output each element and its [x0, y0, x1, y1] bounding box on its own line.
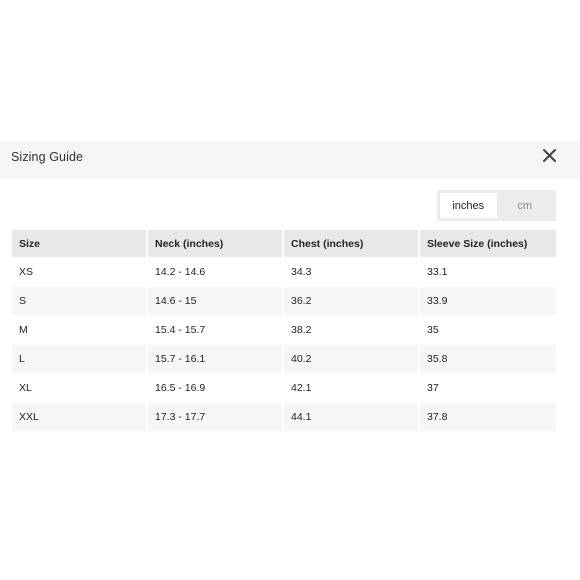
neck-cell: 15.4 - 15.7: [148, 315, 284, 344]
sleeve-cell: 37.8: [420, 402, 556, 431]
size-cell: XS: [12, 257, 148, 286]
sleeve-cell: 33.1: [420, 257, 556, 286]
table-header-row: [12, 230, 556, 257]
chest-cell: 40.2: [284, 344, 420, 373]
header-sleeve: Sleeve Size (inches): [420, 230, 556, 257]
sleeve-cell: 33.9: [420, 286, 556, 315]
table-row: [12, 402, 556, 431]
close-button[interactable]: [539, 146, 561, 168]
header-size: Size: [12, 230, 148, 257]
sleeve-cell: 35.8: [420, 344, 556, 373]
chest-cell: 36.2: [284, 286, 420, 315]
chest-cell: 38.2: [284, 315, 420, 344]
chest-cell: 42.1: [284, 373, 420, 402]
neck-cell: 15.7 - 16.1: [148, 344, 284, 373]
close-icon: [539, 146, 561, 168]
sleeve-cell: 35: [420, 315, 556, 344]
neck-cell: 17.3 - 17.7: [148, 402, 284, 431]
neck-cell: 16.5 - 16.9: [148, 373, 284, 402]
size-cell: M: [12, 315, 148, 344]
size-cell: S: [12, 286, 148, 315]
unit-option-cm[interactable]: cm: [517, 199, 533, 212]
sleeve-cell: 37: [420, 373, 556, 402]
chest-cell: 34.3: [284, 257, 420, 286]
chest-cell: 44.1: [284, 402, 420, 431]
table-row: [12, 257, 556, 286]
size-cell: L: [12, 344, 148, 373]
unit-option-inches[interactable]: inches: [440, 193, 497, 218]
unit-toggle: [437, 190, 556, 221]
neck-cell: 14.6 - 15: [148, 286, 284, 315]
table-row: [12, 373, 556, 402]
neck-cell: 14.2 - 14.6: [148, 257, 284, 286]
header-neck: Neck (inches): [148, 230, 284, 257]
table-row: [12, 315, 556, 344]
sizing-guide-dialog: [0, 141, 580, 441]
size-cell: XXL: [12, 402, 148, 431]
size-cell: XL: [12, 373, 148, 402]
table-row: [12, 286, 556, 315]
dialog-title: Sizing Guide: [11, 150, 84, 164]
dialog-header: [0, 141, 580, 178]
table-row: [12, 344, 556, 373]
header-chest: Chest (inches): [284, 230, 420, 257]
size-table: [12, 230, 556, 431]
